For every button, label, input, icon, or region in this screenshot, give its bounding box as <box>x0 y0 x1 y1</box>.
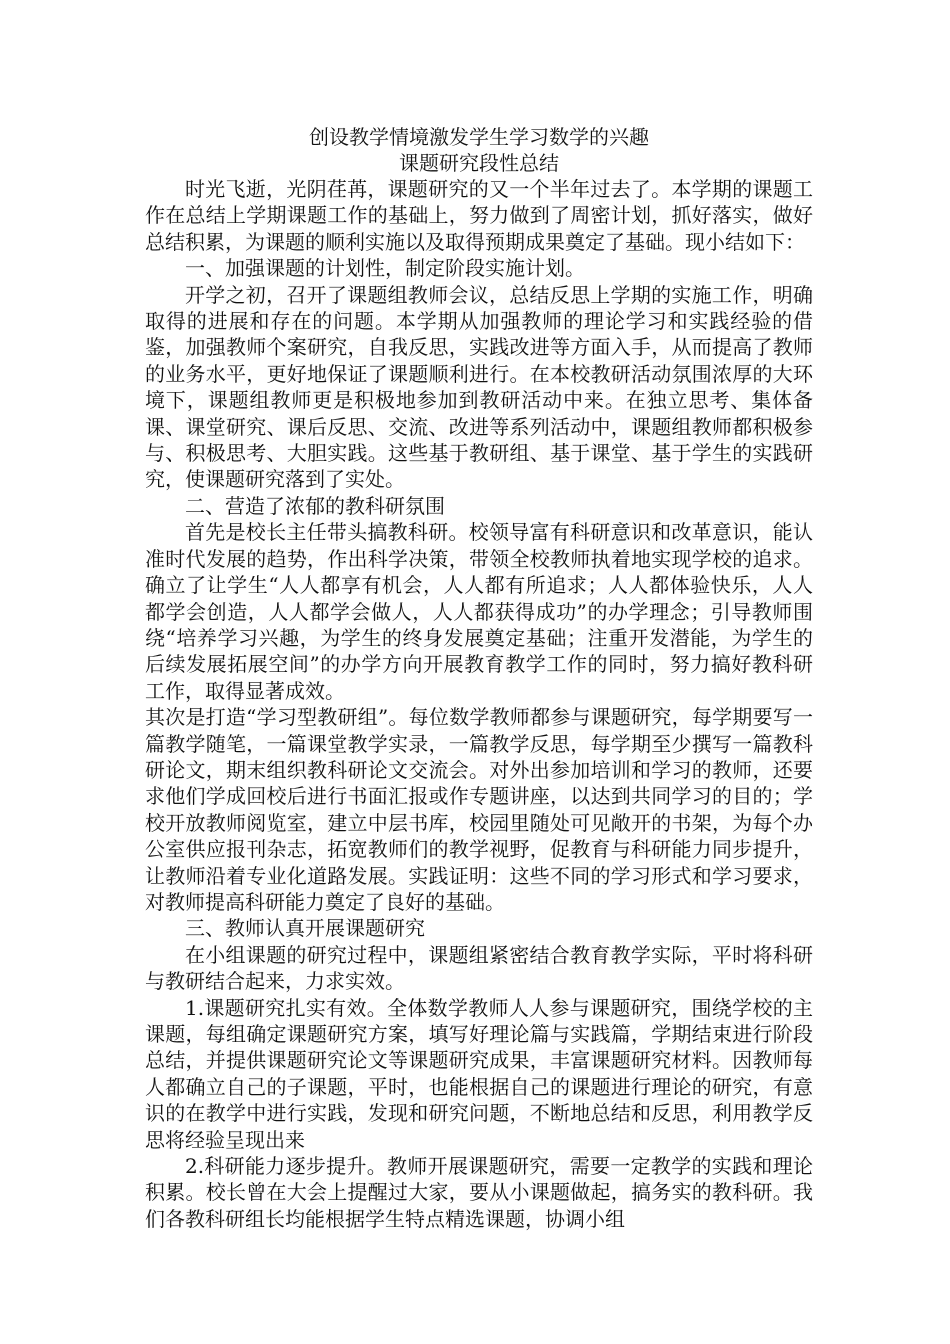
section-heading: 一、加强课题的计划性，制定阶段实施计划。 <box>185 256 585 281</box>
document-title: 创设教学情境激发学生学习数学的兴趣 <box>309 125 649 149</box>
paragraph: 2.科研能力逐步提升。教师开展课题研究，需要一定教学的实践和理论积累。校长曾在大会上提醒过大家，要从小课题做起，搞务实的教科研。我们各教科研组长均能根据学生特点精选课题，协调小组 <box>145 1154 813 1231</box>
document-page <box>145 124 813 1232</box>
document-subtitle: 课题研究段性总结 <box>399 151 559 175</box>
paragraph: 时光飞逝，光阴荏苒，课题研究的又一个半年过去了。本学期的课题工作在总结上学期课题工作的基础上，努力做到了周密计划，抓好落实，做好总结积累，为课题的顺利实施以及取得预期成果奠定了基础。现小结如下： <box>145 177 813 254</box>
section-heading: 三、教师认真开展课题研究 <box>185 916 425 941</box>
section-heading: 二、营造了浓郁的教科研氛围 <box>185 493 445 518</box>
paragraph: 1.课题研究扎实有效。全体数学教师人人参与课题研究，围绕学校的主课题，每组确定课题研究方案，填写好理论篇与实践篇，学期结束进行阶段总结，并提供课题研究论文等课题研究成果，丰富课题研究材料。因教师每人都确立自己的子课题，平时，也能根据自己的课题进行理论的研究，有意识的在教学中进行实践，发现和研究问题，不断地总结和反思，利用教学反思将经验呈现出来 <box>145 995 813 1152</box>
paragraph: 在小组课题的研究过程中，课题组紧密结合教育教学实际，平时将科研与教研结合起来，力求实效。 <box>145 942 813 994</box>
paragraph: 首先是校长主任带头搞教科研。校领导富有科研意识和改革意识，能认准时代发展的趋势，作出科学决策，带领全校教师执着地实现学校的追求。确立了让学生“人人都享有机会，人人都有所追求；人人都体验快乐，人人都学会创造，人人都学会做人，人人都获得成功”的办学理念；引导教师围绕“培养学习兴趣，为学生的终身发展奠定基础；注重开发潜能，为学生的后续发展拓展空间”的办学方向开展教育教学工作的同时，努力搞好教科研工作，取得显著成效。 <box>145 520 813 703</box>
paragraph: 其次是打造“学习型教研组”。每位数学教师都参与课题研究，每学期要写一篇教学随笔，一篇课堂教学实录，一篇教学反思，每学期至少撰写一篇教科研论文，期末组织教科研论文交流会。对外出参加培训和学习的教师，还要求他们学成回校后进行书面汇报或作专题讲座，以达到共同学习的目的；学校开放教师阅览室，建立中层书库，校园里随处可见敞开的书架，为每个办公室供应报刊杂志，拓宽教师们的教学视野，促教育与科研能力同步提升，让教师沿着专业化道路发展。实践证明：这些不同的学习形式和学习要求，对教师提高科研能力奠定了良好的基础。 <box>145 705 813 914</box>
paragraph: 开学之初，召开了课题组教师会议，总结反思上学期的实施工作，明确取得的进展和存在的问题。本学期从加强教师的理论学习和实践经验的借鉴，加强教师个案研究，自我反思，实践改进等方面入手，从而提高了教师的业务水平，更好地保证了课题顺利进行。在本校教研活动氛围浓厚的大环境下，课题组教师更是积极地参加到教研活动中来。在独立思考、集体备课、课堂研究、课后反思、交流、改进等系列活动中，课题组教师都积极参与、积极思考、大胆实践。这些基于教研组、基于课堂、基于学生的实践研究，使课题研究落到了实处。 <box>145 282 813 492</box>
